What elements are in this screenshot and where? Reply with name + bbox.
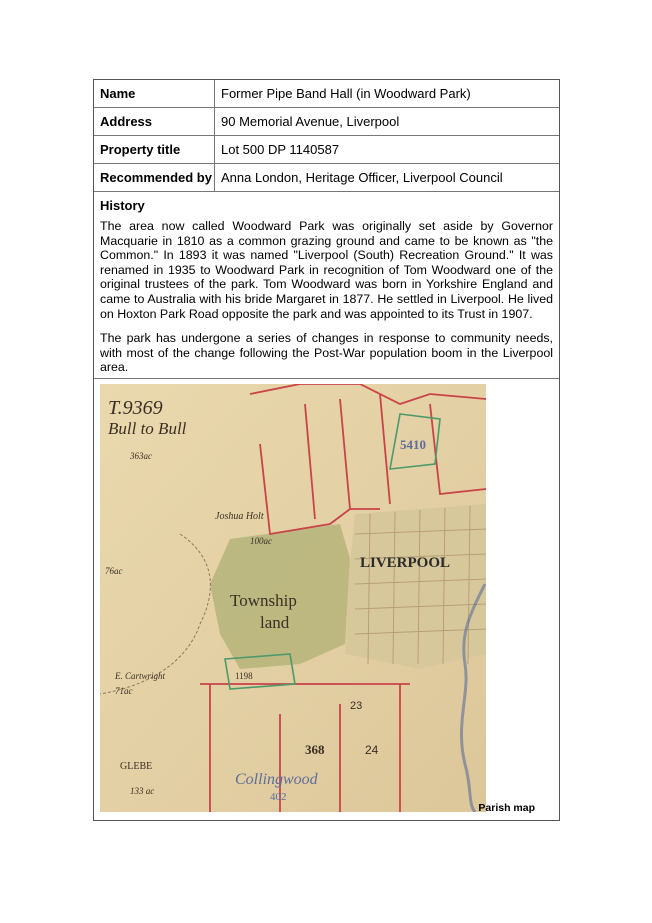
map-label-area1: 363ac: [130, 450, 152, 461]
map-label-5410: 5410: [400, 436, 426, 452]
map-label-100ac: 100ac: [250, 535, 272, 546]
map-label-joshua: Joshua Holt: [215, 510, 264, 522]
map-label-glebe-area: 133 ac: [130, 785, 155, 796]
address-label: Address: [94, 108, 215, 135]
history-paragraph-2: The park has undergone a series of changes in response to community needs, with most of the change following the Post-War population boom in the Liverpool area.: [100, 331, 553, 375]
map-label-parcel-code: T.9369: [108, 396, 163, 419]
name-value: Former Pipe Band Hall (in Woodward Park): [221, 86, 471, 101]
map-label-collingwood: Collingwood: [235, 770, 318, 788]
address-value: 90 Memorial Avenue, Liverpool: [221, 114, 400, 129]
row-address: [94, 108, 559, 136]
map-label-1198: 1198: [235, 670, 253, 681]
row-recommended-by: [94, 164, 559, 192]
property-title-label: Property title: [94, 136, 215, 163]
map-label-368: 368: [305, 741, 325, 757]
name-label: Name: [94, 80, 215, 107]
heritage-table: [93, 79, 560, 821]
history-paragraph-1: The area now called Woodward Park was originally set aside by Governor Macquarie in 1810 as a common grazing ground and came to be known as "the Common." In 1893 it was named "Liverpool (South) Recreation Ground." It was renamed in 1935 to Woodward Park in recognition of Tom Woodward one of the original trustees of the park. Tom Woodward was born in Yorkshire England and came to Australia with his bride Margaret in 1877. He settled in Liverpool. He lived on Hoxton Park Road opposite the park and was appointed to its Trust in 1907.: [100, 219, 553, 321]
map-label-cartwright: E. Cartwright: [115, 670, 166, 681]
property-title-value: Lot 500 DP 1140587: [221, 142, 340, 157]
history-heading: History: [100, 198, 145, 213]
row-name: [94, 80, 559, 108]
map-label-71ac: 71ac: [115, 685, 133, 696]
map-label-glebe: GLEBE: [120, 760, 153, 772]
parish-map: [100, 384, 486, 812]
map-label-lot24: 24: [365, 742, 379, 757]
recommended-by-label: Recommended by: [94, 164, 215, 191]
recommended-by-value: Anna London, Heritage Officer, Liverpool Council: [221, 170, 503, 185]
map-label-land: land: [260, 612, 290, 632]
map-cell: [94, 379, 559, 820]
history-text: [94, 219, 559, 379]
row-property-title: [94, 136, 559, 164]
map-caption: Parish map: [478, 801, 535, 814]
map-label-402: 402: [270, 790, 287, 803]
map-label-lot23: 23: [350, 699, 363, 712]
map-label-town: LIVERPOOL: [360, 554, 451, 571]
map-label-76ac: 76ac: [105, 565, 123, 576]
map-label-township: Township: [230, 590, 297, 610]
map-label-parcel-sub: Bull to Bull: [108, 418, 187, 438]
